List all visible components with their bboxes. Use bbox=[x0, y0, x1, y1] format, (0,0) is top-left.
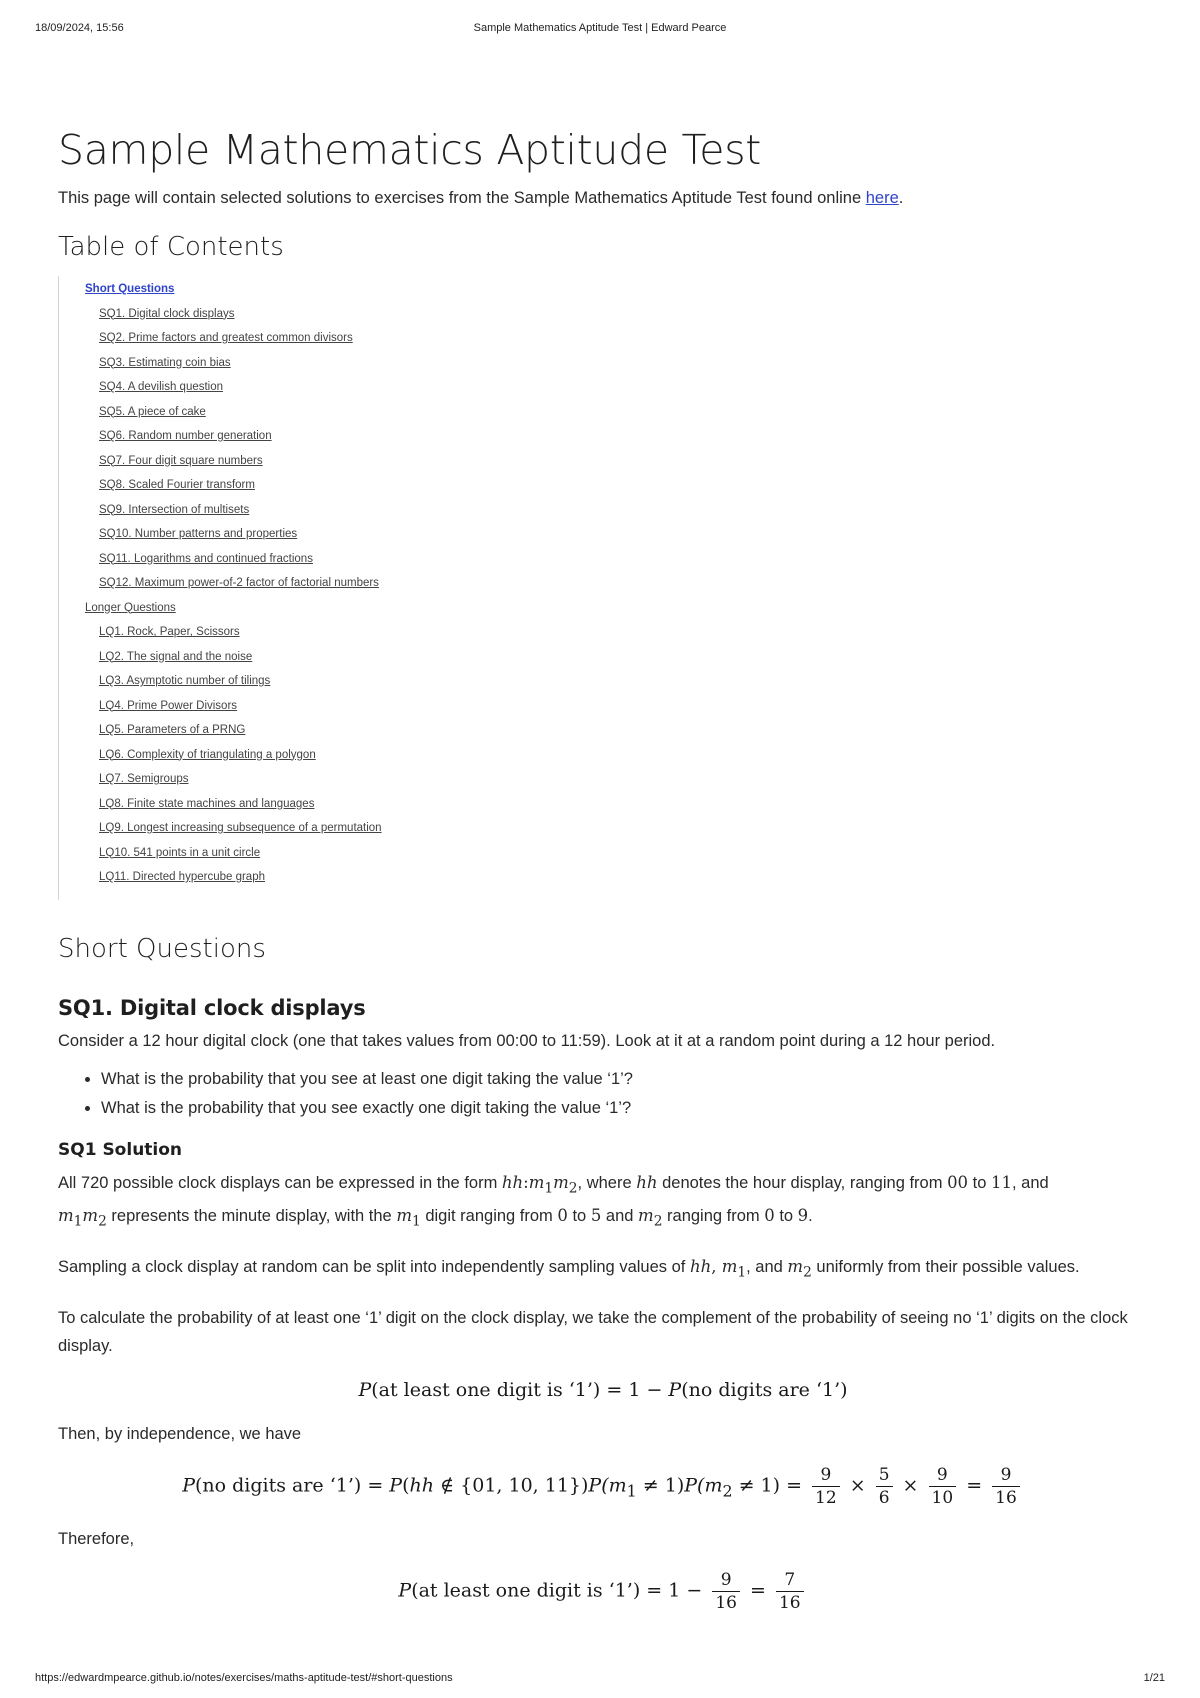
text: uniformly from their possible values. bbox=[811, 1258, 1080, 1277]
math-sub: 2 bbox=[653, 1213, 663, 1230]
intro-paragraph bbox=[58, 184, 1148, 212]
math-hh: hh bbox=[636, 1172, 658, 1192]
toc-link[interactable]: LQ4. Prime Power Divisors bbox=[99, 699, 238, 712]
toc-link[interactable]: SQ3. Estimating coin bias bbox=[99, 356, 231, 369]
equation-result bbox=[58, 1569, 1148, 1614]
math-text: ≠ 1) = bbox=[732, 1474, 809, 1497]
toc-link[interactable]: LQ9. Longest increasing subsequence of a permutation bbox=[99, 822, 382, 834]
list-item: • What is the probability that you see at least one digit taking the value ‘1’? bbox=[101, 1065, 1148, 1094]
intro-link[interactable]: here bbox=[865, 189, 899, 207]
toc-title: Table of Contents bbox=[58, 232, 284, 262]
toc-link[interactable]: SQ11. Logarithms and continued fractions bbox=[99, 552, 313, 565]
denominator: 16 bbox=[776, 1591, 804, 1614]
text: represents the minute display, with the bbox=[106, 1206, 397, 1225]
math-p: P bbox=[398, 1579, 412, 1602]
fraction bbox=[712, 1569, 740, 1614]
math-m: m bbox=[553, 1172, 569, 1192]
math-text: = 1 − bbox=[600, 1379, 669, 1402]
math-5: 5 bbox=[590, 1205, 602, 1225]
math-sub: 2 bbox=[803, 1264, 812, 1281]
math-text: (no digits are ‘1’) = bbox=[194, 1474, 390, 1497]
page-title: Sample Mathematics Aptitude Test bbox=[58, 126, 762, 174]
sq1-question-list bbox=[58, 1065, 1148, 1123]
toc-link[interactable]: SQ9. Intersection of multisets bbox=[99, 503, 250, 516]
sq1-solution-title: SQ1 Solution bbox=[58, 1139, 183, 1160]
toc-link[interactable]: LQ7. Semigroups bbox=[99, 773, 189, 785]
math-text: = bbox=[960, 1474, 989, 1497]
math-sub: 2 bbox=[722, 1481, 733, 1501]
denominator: 16 bbox=[992, 1486, 1020, 1509]
print-title: Sample Mathematics Aptitude Test | Edward Pearce bbox=[473, 22, 727, 34]
math-0: 0 bbox=[557, 1205, 568, 1225]
math-p: P bbox=[684, 1474, 698, 1497]
text: and bbox=[601, 1206, 639, 1225]
math-colon: : bbox=[523, 1172, 529, 1192]
math-hh: hh bbox=[501, 1172, 524, 1192]
numerator: 9 bbox=[936, 1465, 948, 1486]
toc-link[interactable]: SQ4. A devilish question bbox=[99, 381, 224, 393]
math-text: ( bbox=[402, 1474, 410, 1497]
toc-link[interactable]: LQ6. Complexity of triangulating a polygon bbox=[99, 748, 316, 761]
toc-link[interactable]: LQ5. Parameters of a PRNG bbox=[99, 724, 246, 736]
numerator: 5 bbox=[878, 1465, 890, 1486]
toc-link[interactable]: SQ7. Four digit square numbers bbox=[99, 454, 263, 467]
math-text: × bbox=[843, 1474, 872, 1497]
denominator: 16 bbox=[712, 1591, 740, 1614]
sq1-title: SQ1. Digital clock displays bbox=[58, 995, 366, 1020]
numerator: 9 bbox=[1000, 1465, 1012, 1486]
math-m: m bbox=[58, 1205, 74, 1225]
toc-link[interactable]: LQ11. Directed hypercube graph bbox=[99, 871, 265, 883]
solution-paragraph-3: To calculate the probability of at least one ‘1’ digit on the clock display, we take the complement of the probability of seeing no ‘1’ digits on the clock display. bbox=[58, 1309, 1128, 1356]
fraction bbox=[992, 1464, 1020, 1509]
print-url: https://edwardmpearce.github.io/notes/exercises/maths-aptitude-test/#short-questions bbox=[35, 1672, 453, 1684]
equation-complement bbox=[58, 1376, 1148, 1404]
denominator: 6 bbox=[876, 1486, 893, 1509]
math-text: × bbox=[896, 1474, 925, 1497]
section-title: Short Questions bbox=[58, 933, 266, 964]
toc-link[interactable]: SQ8. Scaled Fourier transform bbox=[99, 479, 255, 491]
math-sub: 1 bbox=[411, 1213, 421, 1230]
toc-link[interactable]: SQ2. Prime factors and greatest common divisors bbox=[99, 332, 353, 344]
denominator: 12 bbox=[812, 1486, 840, 1509]
print-header bbox=[35, 22, 1165, 38]
math-p: P bbox=[668, 1379, 682, 1402]
text: , where bbox=[577, 1173, 637, 1192]
math-p: P bbox=[389, 1474, 403, 1497]
math-sub: 1 bbox=[737, 1264, 747, 1281]
text: denotes the hour display, ranging from bbox=[657, 1173, 948, 1192]
print-footer bbox=[35, 1672, 1165, 1688]
fraction bbox=[876, 1464, 893, 1509]
fraction bbox=[929, 1464, 957, 1509]
math-text: (no digits are ‘1’) bbox=[681, 1379, 848, 1402]
math-comma: , bbox=[711, 1257, 722, 1277]
math-text: (m bbox=[601, 1474, 627, 1497]
intro-end: . bbox=[898, 189, 904, 207]
print-datetime: 18/09/2024, 15:56 bbox=[35, 22, 124, 34]
numerator: 7 bbox=[784, 1570, 796, 1591]
toc-link[interactable]: SQ6. Random number generation bbox=[99, 430, 272, 442]
toc-link[interactable]: LQ10. 541 points in a unit circle bbox=[99, 846, 261, 859]
math-hh: hh bbox=[409, 1474, 434, 1497]
text: , and bbox=[746, 1258, 788, 1277]
math-text: (at least one digit is ‘1’) bbox=[371, 1379, 601, 1402]
math-text: (at least one digit is ‘1’) = 1 − bbox=[411, 1579, 709, 1602]
intro-text: This page will contain selected solutions to exercises from the Sample Mathematics Aptitude Test found online bbox=[58, 189, 866, 207]
math-m: m bbox=[82, 1205, 99, 1225]
denominator: 10 bbox=[929, 1486, 957, 1509]
text: . bbox=[808, 1206, 813, 1225]
toc-link[interactable]: Short Questions bbox=[85, 283, 175, 295]
solution-paragraph-1 bbox=[58, 1169, 1148, 1236]
math-m: m bbox=[721, 1257, 738, 1277]
text: ranging from bbox=[662, 1206, 765, 1225]
text: Sampling a clock display at random can be split into independently sampling values of bbox=[58, 1258, 690, 1277]
math-m: m bbox=[528, 1172, 545, 1192]
math-m: m bbox=[787, 1257, 804, 1277]
solution-paragraph-5: Therefore, bbox=[58, 1530, 135, 1549]
math-9: 9 bbox=[797, 1205, 809, 1225]
math-text: (m bbox=[697, 1474, 723, 1497]
sq1-prompt: Consider a 12 hour digital clock (one that takes values from 00:00 to 11:59). Look at it at a random point during a 12 hour period. bbox=[58, 1031, 996, 1050]
toc-link[interactable]: SQ5. A piece of cake bbox=[99, 405, 206, 418]
fraction bbox=[776, 1569, 804, 1614]
math-11: 11 bbox=[991, 1172, 1012, 1192]
toc-link[interactable]: LQ1. Rock, Paper, Scissors bbox=[99, 626, 240, 638]
text: , and bbox=[1012, 1173, 1049, 1192]
table-of-contents bbox=[58, 276, 1148, 900]
text: to bbox=[774, 1206, 798, 1225]
math-00: 00 bbox=[947, 1172, 969, 1192]
math-p: P bbox=[182, 1474, 195, 1497]
toc-link[interactable]: LQ8. Finite state machines and languages bbox=[99, 797, 315, 810]
solution-paragraph-4: Then, by independence, we have bbox=[58, 1425, 302, 1444]
toc-link[interactable]: SQ1. Digital clock displays bbox=[99, 307, 235, 320]
article bbox=[58, 120, 1148, 1630]
text: digit ranging from bbox=[420, 1206, 558, 1225]
numerator: 9 bbox=[820, 1465, 832, 1486]
toc-link[interactable]: Longer Questions bbox=[85, 601, 176, 614]
toc-link[interactable]: SQ10. Number patterns and properties bbox=[99, 528, 298, 540]
text: to bbox=[567, 1206, 591, 1225]
fraction bbox=[812, 1464, 840, 1509]
math-m: m bbox=[638, 1205, 654, 1225]
math-hh: hh bbox=[689, 1257, 712, 1277]
math-text: = bbox=[743, 1579, 772, 1602]
math-sub: 2 bbox=[98, 1213, 107, 1230]
math-sub: 1 bbox=[626, 1481, 637, 1501]
text: to bbox=[968, 1173, 991, 1192]
toc-link[interactable]: SQ12. Maximum power-of-2 factor of factorial numbers bbox=[99, 577, 379, 589]
math-sub: 1 bbox=[544, 1179, 554, 1196]
page-number: 1/21 bbox=[1143, 1672, 1165, 1684]
math-sub: 2 bbox=[568, 1179, 578, 1196]
math-text: ≠ 1) bbox=[636, 1474, 685, 1497]
numerator: 9 bbox=[720, 1570, 732, 1591]
math-p: P bbox=[358, 1379, 372, 1402]
math-text: ∉ {01, 10, 11}) bbox=[434, 1474, 589, 1497]
math-p: P bbox=[588, 1474, 602, 1497]
toc-link[interactable]: LQ3. Asymptotic number of tilings bbox=[99, 675, 271, 687]
solution-paragraph-2 bbox=[58, 1253, 1148, 1286]
equation-independence bbox=[58, 1464, 1148, 1509]
math-0: 0 bbox=[764, 1205, 775, 1225]
text: All 720 possible clock displays can be expressed in the form bbox=[58, 1173, 502, 1192]
list-item: • What is the probability that you see exactly one digit taking the value ‘1’? bbox=[101, 1094, 1148, 1123]
toc-link[interactable]: LQ2. The signal and the noise bbox=[99, 650, 253, 663]
math-m: m bbox=[396, 1205, 412, 1225]
math-sub: 1 bbox=[73, 1213, 83, 1230]
